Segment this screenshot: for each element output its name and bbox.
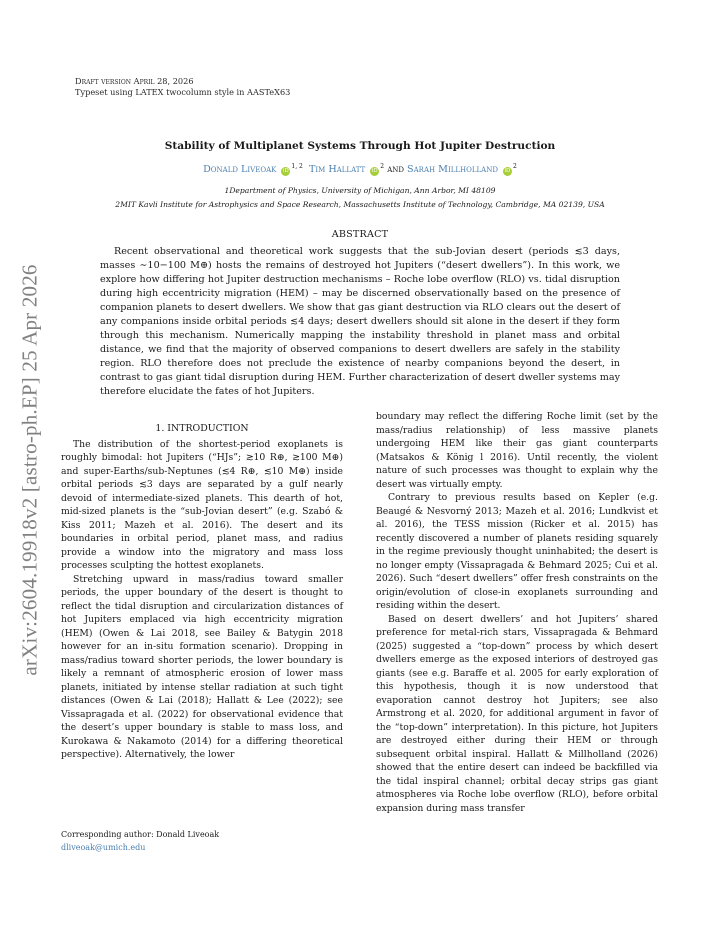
corresponding-author-label: Corresponding author: Donald Liveoak [61, 830, 220, 839]
author-affil-3: 2 [513, 163, 517, 170]
paragraph: Contrary to previous results based on Kepler (e.g. Beaugé & Nesvorný 2013; Mazeh et al. 2016; Lundkvist et al. 2016), the TESS mission (Ricker et al. 2015) has recently discovered a number of planets residing squarely in the regime previously thought uninhabited; the desert is no longer empty (Vissapragada & Behmard 2025; Cui et al. 2026). Such “desert dwellers” offer fresh constraints on the origin/evolution of close-in exoplanets surrounding and residing within the desert. [376, 492, 658, 611]
affiliation-1: 1Department of Physics, University of Michigan, Ann Arbor, MI 48109 [224, 186, 496, 195]
affiliation-2: 2MIT Kavli Institute for Astrophysics and Space Research, Massachusetts Institute of Technology, Cambridge, MA 02139, USA [115, 200, 605, 209]
author-affil-2: 2 [380, 163, 385, 170]
abstract-heading: ABSTRACT [331, 229, 389, 240]
orcid-icon[interactable]: iD [371, 168, 378, 175]
paper-title: Stability of Multiplanet Systems Through Hot Jupiter Destruction [164, 140, 556, 152]
paragraph: Stretching upward in mass/radius toward smaller periods, the upper boundary of the desert is thought to reflect the tidal disruption and circularization distances of hot Jupiters emplaced via high eccentricity migration (HEM) (Owen & Lai 2018, see Bailey & Batygin 2018 however for an in-situ formation scenario). Dropping in mass/radius toward shorter periods, the lower boundary is likely a remnant of atmospheric erosion of lower mass planets, initiated by intense stellar radiation at such tight distances (Owen & Lai (2018); Hallatt & Lee (2022); see Vissapragada et al. (2022) for observational evidence that the desert’s upper boundary is stable to mass loss, and Kurokawa & Nakamoto (2014) for a differing theoretical perspective). Alternatively, the lower [61, 573, 343, 760]
orcid-icon[interactable]: iD [283, 168, 289, 175]
right-column [376, 410, 658, 815]
preprint-header [75, 76, 290, 98]
section-heading-introduction: 1. INTRODUCTION [155, 423, 249, 434]
corresponding-author-footnote [61, 828, 219, 854]
draft-version-line: Draft version April 28, 2026 [75, 76, 194, 86]
authors-and: and [387, 164, 404, 176]
author-name-1[interactable]: Donald Liveoak [203, 164, 277, 176]
author-email-link[interactable]: dliveoak@umich.edu [61, 843, 146, 852]
paragraph: boundary may reflect the differing Roche limit (set by the mass/radius relationship) of less massive planets undergoing HEM like their gas giant counterparts (Matsakos & König l 2016). Until recently, the violent nature of such processes was thought to explain why the desert was virtually empty. [376, 411, 658, 490]
left-column [61, 422, 343, 762]
author-affil-1: 1, 2 [291, 163, 303, 170]
typeset-line: Typeset using LATEX twocolumn style in AASTeX63 [75, 87, 291, 97]
author-name-2[interactable]: Tim Hallatt [308, 164, 366, 176]
paragraph: Based on desert dwellers’ and hot Jupiters’ shared preference for metal-rich stars, Vissapragada & Behmard (2025) suggested a “top-down” process by which desert dwellers emerge as the exposed interiors of destroyed gas giants (see e.g. Baraffe et al. 2005 for early exploration of this hypothesis, though it is now understood that evaporation cannot destroy hot Jupiters; see also Armstrong et al. 2020, for additional argument in favor of the “top-down” interpretation). In this picture, hot Jupiters are destroyed either during their HEM or through subsequent orbital inspiral. Hallatt & Millholland (2026) showed that the entire desert can indeed be backfilled via the tidal inspiral channel; orbital decay strips gas giant atmospheres via Roche lobe overflow (RLO), before orbital expansion during mass transfer [376, 613, 658, 814]
author-name-3[interactable]: Sarah Millholland [407, 164, 498, 176]
abstract-text: Recent observational and theoretical work suggests that the sub-Jovian desert (periods ≲3 days, masses ∼10−100 M⊕) hosts the remains of destroyed hot Jupiters (“desert dwellers”). In this work, we explore how differing hot Jupiter destruction mechanisms – Roche lobe overflow (RLO) vs. tidal disruption during high eccentricity migration (HEM) – may be discerned observationally based on the presence of companion planets to desert dwellers. We show that gas giant destruction via RLO clears out the desert of any companions inside orbital periods ≲4 days; desert dwellers should sit alone in the desert if they form through this mechanism. Numerically mapping the instability threshold in planet mass and orbital distance, we find that the majority of observed companions to desert dwellers are safely in the stability region. RLO therefore does not preclude the existence of nearby companions beyond the desert, in contrast to gas giant tidal disruption during HEM. Further characterization of desert dweller systems may therefore elucidate the fates of hot Jupiters. [100, 246, 620, 398]
orcid-icon[interactable]: iD [504, 168, 511, 175]
arxiv-identifier: arXiv:2604.19918v2 [astro-ph.EP] 25 Apr 2026 [17, 264, 42, 676]
author-list [0, 163, 720, 176]
paragraph: The distribution of the shortest-period exoplanets is roughly bimodal: hot Jupiters (“HJs”; ≳10 R⊕, ≳100 M⊕) and super-Earths/sub-Neptunes (≲4 R⊕, ≲10 M⊕) inside orbital periods ≲3 days are separated by a gulf nearly devoid of intermediate-sized planets. This dearth of hot, mid-sized planets is the “sub-Jovian desert” (e.g. Szabó & Kiss 2011; Mazeh et al. 2016). The desert and its boundaries in orbital period, planet mass, and radius provide a window into the migratory and mass loss processes sculpting the hottest exoplanets. [61, 438, 343, 571]
